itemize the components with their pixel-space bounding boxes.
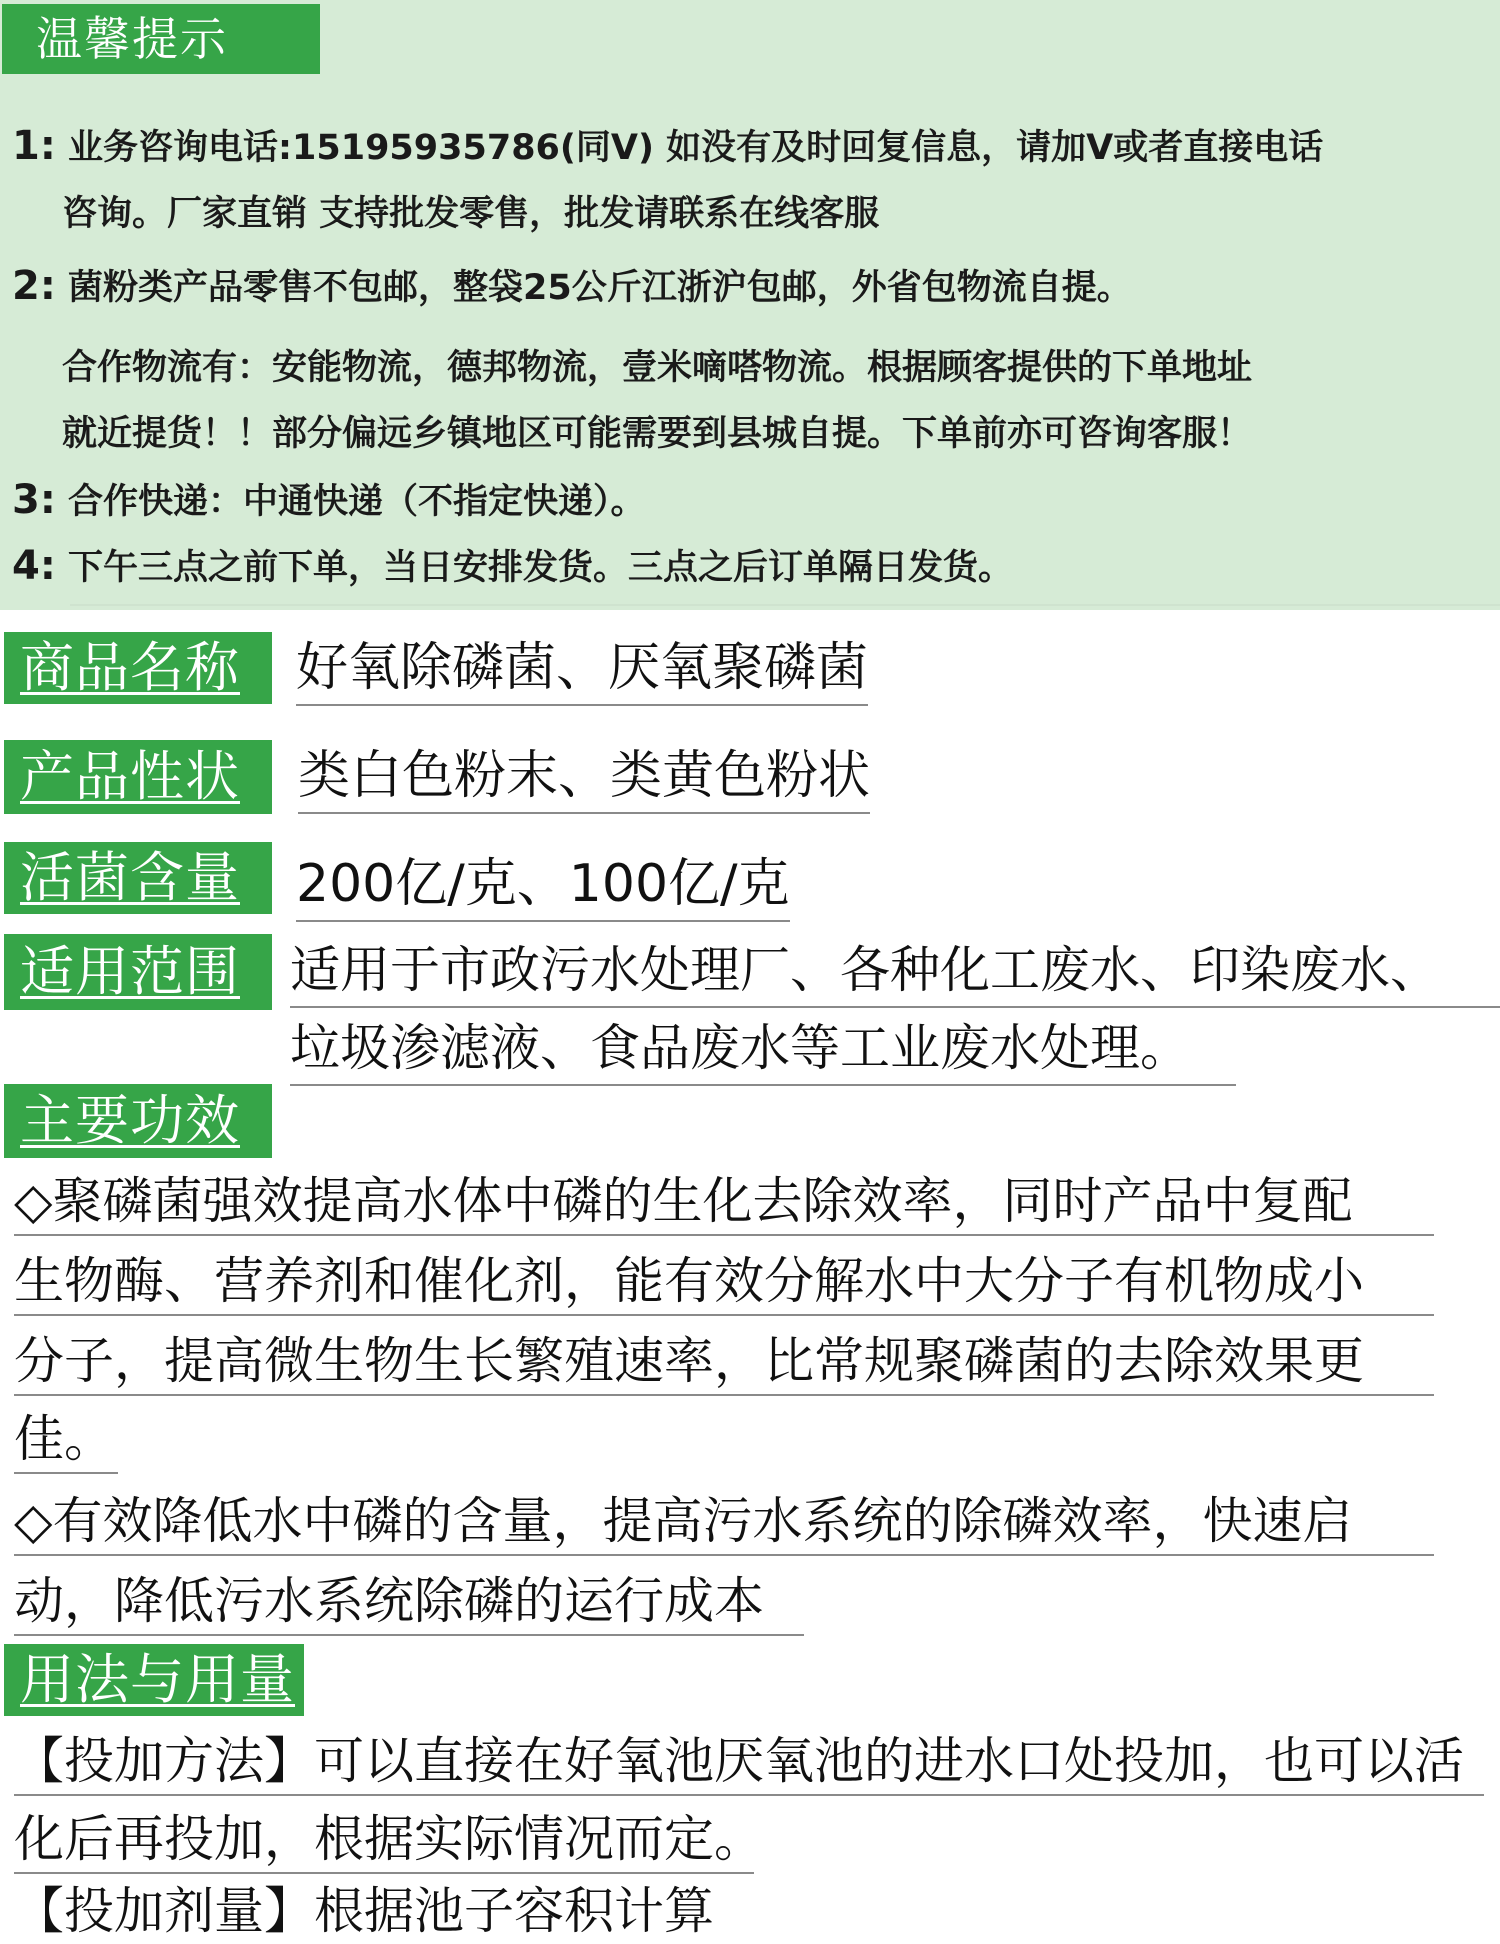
effects-line-4: 佳。 — [14, 1406, 118, 1474]
tip-2-line-3: 就近提货！！部分偏远乡镇地区可能需要到县城自提。下单前亦可咨询客服！ — [62, 414, 1253, 454]
scope-label: 适用范围 — [4, 934, 272, 1010]
usage-line-3: 【投加剂量】根据池子容积计算 — [14, 1882, 714, 1940]
tips-panel — [0, 0, 1500, 610]
effects-line-2: 生物酶、营养剂和催化剂，能有效分解水中大分子有机物成小 — [14, 1248, 1434, 1316]
tips-title: 温馨提示 — [2, 4, 320, 74]
effects-line-3: 分子，提高微生物生长繁殖速率，比常规聚磷菌的去除效果更 — [14, 1328, 1434, 1396]
effects-label: 主要功效 — [4, 1084, 272, 1158]
tips-divider — [70, 604, 1500, 606]
tip-4-line-1 — [12, 544, 1013, 590]
scope-line-2: 垃圾渗滤液、食品废水等工业废水处理。 — [290, 1012, 1236, 1086]
tip-3-line-1 — [12, 478, 646, 524]
tip-3-text: 合作快递：中通快递（不指定快递）。 — [68, 482, 646, 522]
tip-3-number: 3: — [12, 477, 56, 523]
tip-1-text: 业务咨询电话:15195935786(同V) 如没有及时回复信息，请加V或者直接电话 — [68, 128, 1324, 168]
tip-4-text: 下午三点之前下单，当日安排发货。三点之后订单隔日发货。 — [68, 548, 1014, 588]
tip-2-number: 2: — [12, 263, 56, 309]
tip-1-line-2: 咨询。厂家直销 支持批发零售，批发请联系在线客服 — [62, 194, 880, 234]
effects-line-6: 动，降低污水系统除磷的运行成本 — [14, 1568, 804, 1636]
tip-1-line-1 — [12, 124, 1323, 170]
usage-line-2: 化后再投加，根据实际情况而定。 — [14, 1806, 754, 1874]
tip-2-line-2: 合作物流有：安能物流，德邦物流，壹米嘀嗒物流。根据顾客提供的下单地址 — [62, 348, 1253, 388]
tip-4-number: 4: — [12, 543, 56, 589]
viable-count-label: 活菌含量 — [4, 842, 272, 914]
product-name-value: 好氧除磷菌、厌氧聚磷菌 — [296, 632, 868, 706]
usage-label: 用法与用量 — [4, 1644, 304, 1716]
tip-2-text: 菌粉类产品零售不包邮，整袋25公斤江浙沪包邮，外省包物流自提。 — [68, 268, 1132, 308]
product-name-label: 商品名称 — [4, 632, 272, 704]
product-form-value: 类白色粉末、类黄色粉状 — [298, 740, 870, 814]
effects-line-5: ◇有效降低水中磷的含量，提高污水系统的除磷效率，快速启 — [14, 1488, 1434, 1556]
effects-line-1: ◇聚磷菌强效提高水体中磷的生化去除效率，同时产品中复配 — [14, 1168, 1434, 1236]
tip-2-line-1 — [12, 264, 1132, 310]
scope-line-1: 适用于市政污水处理厂、各种化工废水、印染废水、 — [290, 934, 1500, 1008]
product-form-label: 产品性状 — [4, 740, 272, 814]
viable-count-value: 200亿/克、100亿/克 — [296, 848, 790, 922]
tip-1-number: 1: — [12, 123, 56, 169]
usage-line-1: 【投加方法】可以直接在好氧池厌氧池的进水口处投加，也可以活 — [14, 1728, 1484, 1796]
